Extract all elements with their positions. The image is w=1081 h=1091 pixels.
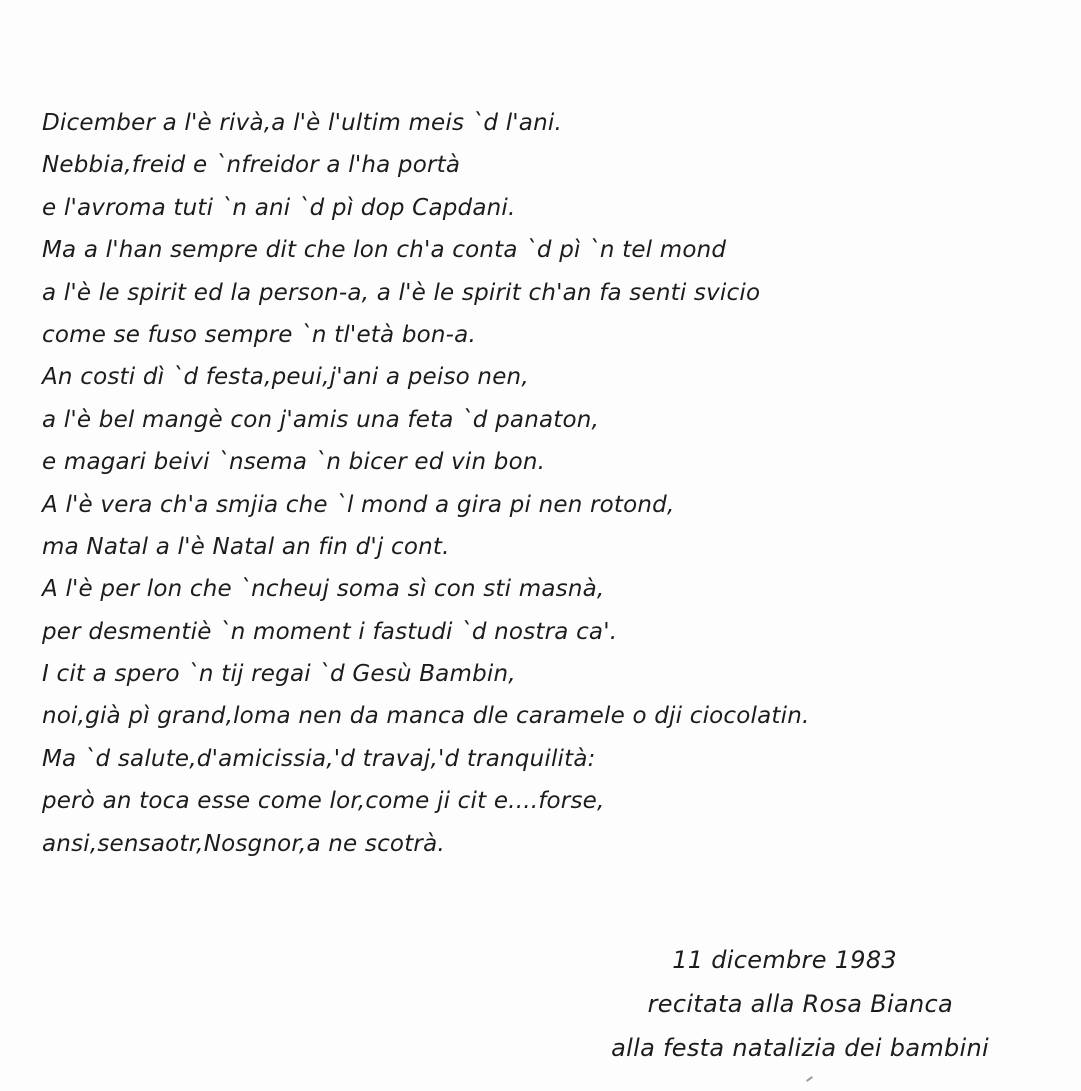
poem-line: ansi,sensaotr,Nosgnor,a ne scotrà. <box>42 830 445 857</box>
poem-line: A l'è per lon che `ncheuj soma sì con sti masnà, <box>42 576 605 603</box>
poem-line: e magari beivi `nsema `n bicer ed vin bon. <box>42 449 546 476</box>
poem-line: Dicember a l'è rivà,a l'è l'ultim meis `d l'ani. <box>42 110 562 136</box>
poem-line: Ma a l'han sempre dit che lon ch'a conta `d pì `n tel mond <box>42 237 727 264</box>
poem-line: noi,già pì grand,loma nen da manca dle caramele o dji ciocolatin. <box>42 703 810 730</box>
poem-line: I cit a spero `n tij regai `d Gesù Bambin, <box>42 661 516 688</box>
poem-line: a l'è bel mangè con j'amis una feta `d panaton, <box>42 406 600 433</box>
poem-line: però an toca esse come lor,come ji cit e....forse, <box>42 788 605 815</box>
poem-line: a l'è le spirit ed la person-a, a l'è le spirit ch'an fa senti svicio <box>42 279 761 306</box>
poem <box>42 102 1052 865</box>
signature-block <box>611 938 989 1070</box>
poem-line: A l'è vera ch'a smjia che `l mond a gira pi nen rotond, <box>42 491 675 518</box>
poem-line: Ma `d salute,d'amicissia,'d travaj,'d tranquilità: <box>42 745 596 772</box>
poem-line: Nebbia,freid e `nfreidor a l'ha portà <box>42 152 461 179</box>
poem-line: ma Natal a l'è Natal an fin d'j cont. <box>42 533 450 560</box>
poem-line: per desmentiè `n moment i fastudi `d nostra ca'. <box>42 618 618 645</box>
signature-place: recitata alla Rosa Bianca <box>647 990 953 1018</box>
poem-line: e l'avroma tuti `n ani `d pì dop Capdani. <box>42 194 516 221</box>
signature-date: 11 dicembre 1983 <box>672 946 897 974</box>
poem-line: come se fuso sempre `n tl'età bon-a. <box>42 321 476 348</box>
signature-occasion: alla festa natalizia dei bambini <box>611 1034 989 1062</box>
poem-line: An costi dì `d festa,peui,j'ani a peiso nen, <box>42 364 529 391</box>
scan-speck <box>806 1076 813 1082</box>
